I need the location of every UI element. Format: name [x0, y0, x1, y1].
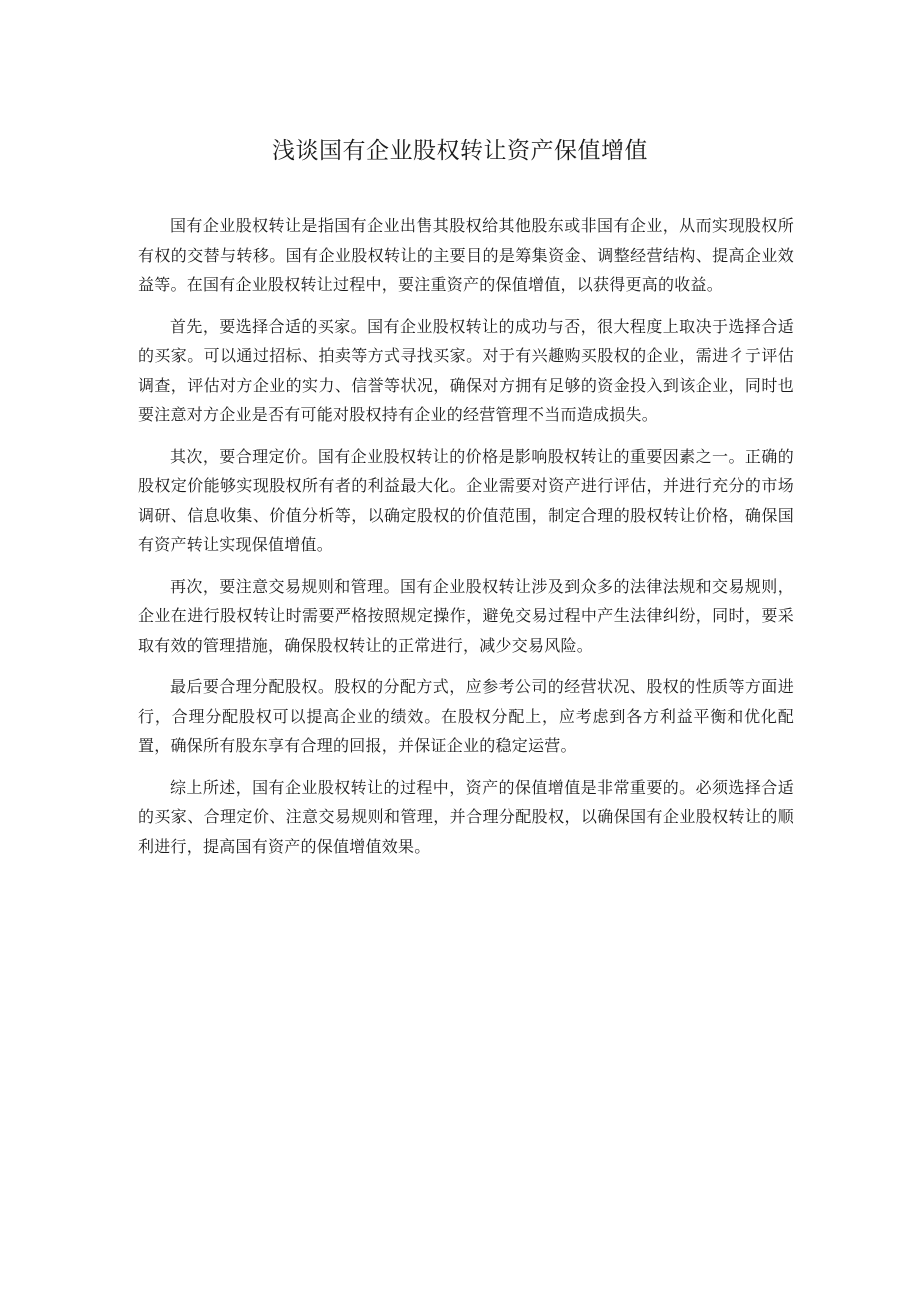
paragraph-intro: 国有企业股权转让是指国有企业出售其股权给其他股东或非国有企业，从而实现股权所有权的交替与转移。国有企业股权转让的主要目的是筹集资金、调整经营结构、提高企业效益等。在国有企业股权转让过程中，要注重资产的保值增值，以获得更高的收益。	[138, 216, 794, 294]
paragraph-conclusion: 综上所述，国有企业股权转让的过程中，资产的保值增值是非常重要的。必须选择合适的买家、合理定价、注意交易规则和管理，并合理分配股权，以确保国有企业股权转让的顺利进行，提高国有资产的保值增值效果。	[138, 777, 794, 856]
document-title: 浅谈国有企业股权转让资产保值增值	[272, 138, 648, 164]
document-body	[138, 211, 794, 873]
paragraph-trading-rules: 再次，要注意交易规则和管理。国有企业股权转让涉及到众多的法律法规和交易规则，企业在进行股权转让时需要严格按照规定操作，避免交易过程中产生法律纠纷，同时，要采取有效的管理措施，确保股权转让的正常进行，减少交易风险。	[138, 576, 794, 655]
paragraph-select-buyer: 首先，要选择合适的买家。国有企业股权转让的成功与否，很大程度上取决于选择合适的买家。可以通过招标、拍卖等方式寻找买家。对于有兴趣购买股权的企业，需进彳亍评估调查，评估对方企业的实力、信誉等状况，确保对方拥有足够的资金投入到该企业，同时也要注意对方企业是否有可能对股权持有企业的经营管理不当而造成损失。	[138, 316, 794, 424]
paragraph-equity-allocation: 最后要合理分配股权。股权的分配方式，应参考公司的经营状况、股权的性质等方面进行，合理分配股权可以提高企业的绩效。在股权分配上，应考虑到各方利益平衡和优化配置，确保所有股东享有合理的回报，并保证企业的稳定运营。	[138, 677, 794, 755]
paragraph-pricing: 其次，要合理定价。国有企业股权转让的价格是影响股权转让的重要因素之一。正确的股权定价能够实现股权所有者的利益最大化。企业需要对资产进行评估，并进行充分的市场调研、信息收集、价值分析等，以确定股权的价值范围，制定合理的股权转让价格，确保国有资产转让实现保值增值。	[138, 446, 794, 554]
